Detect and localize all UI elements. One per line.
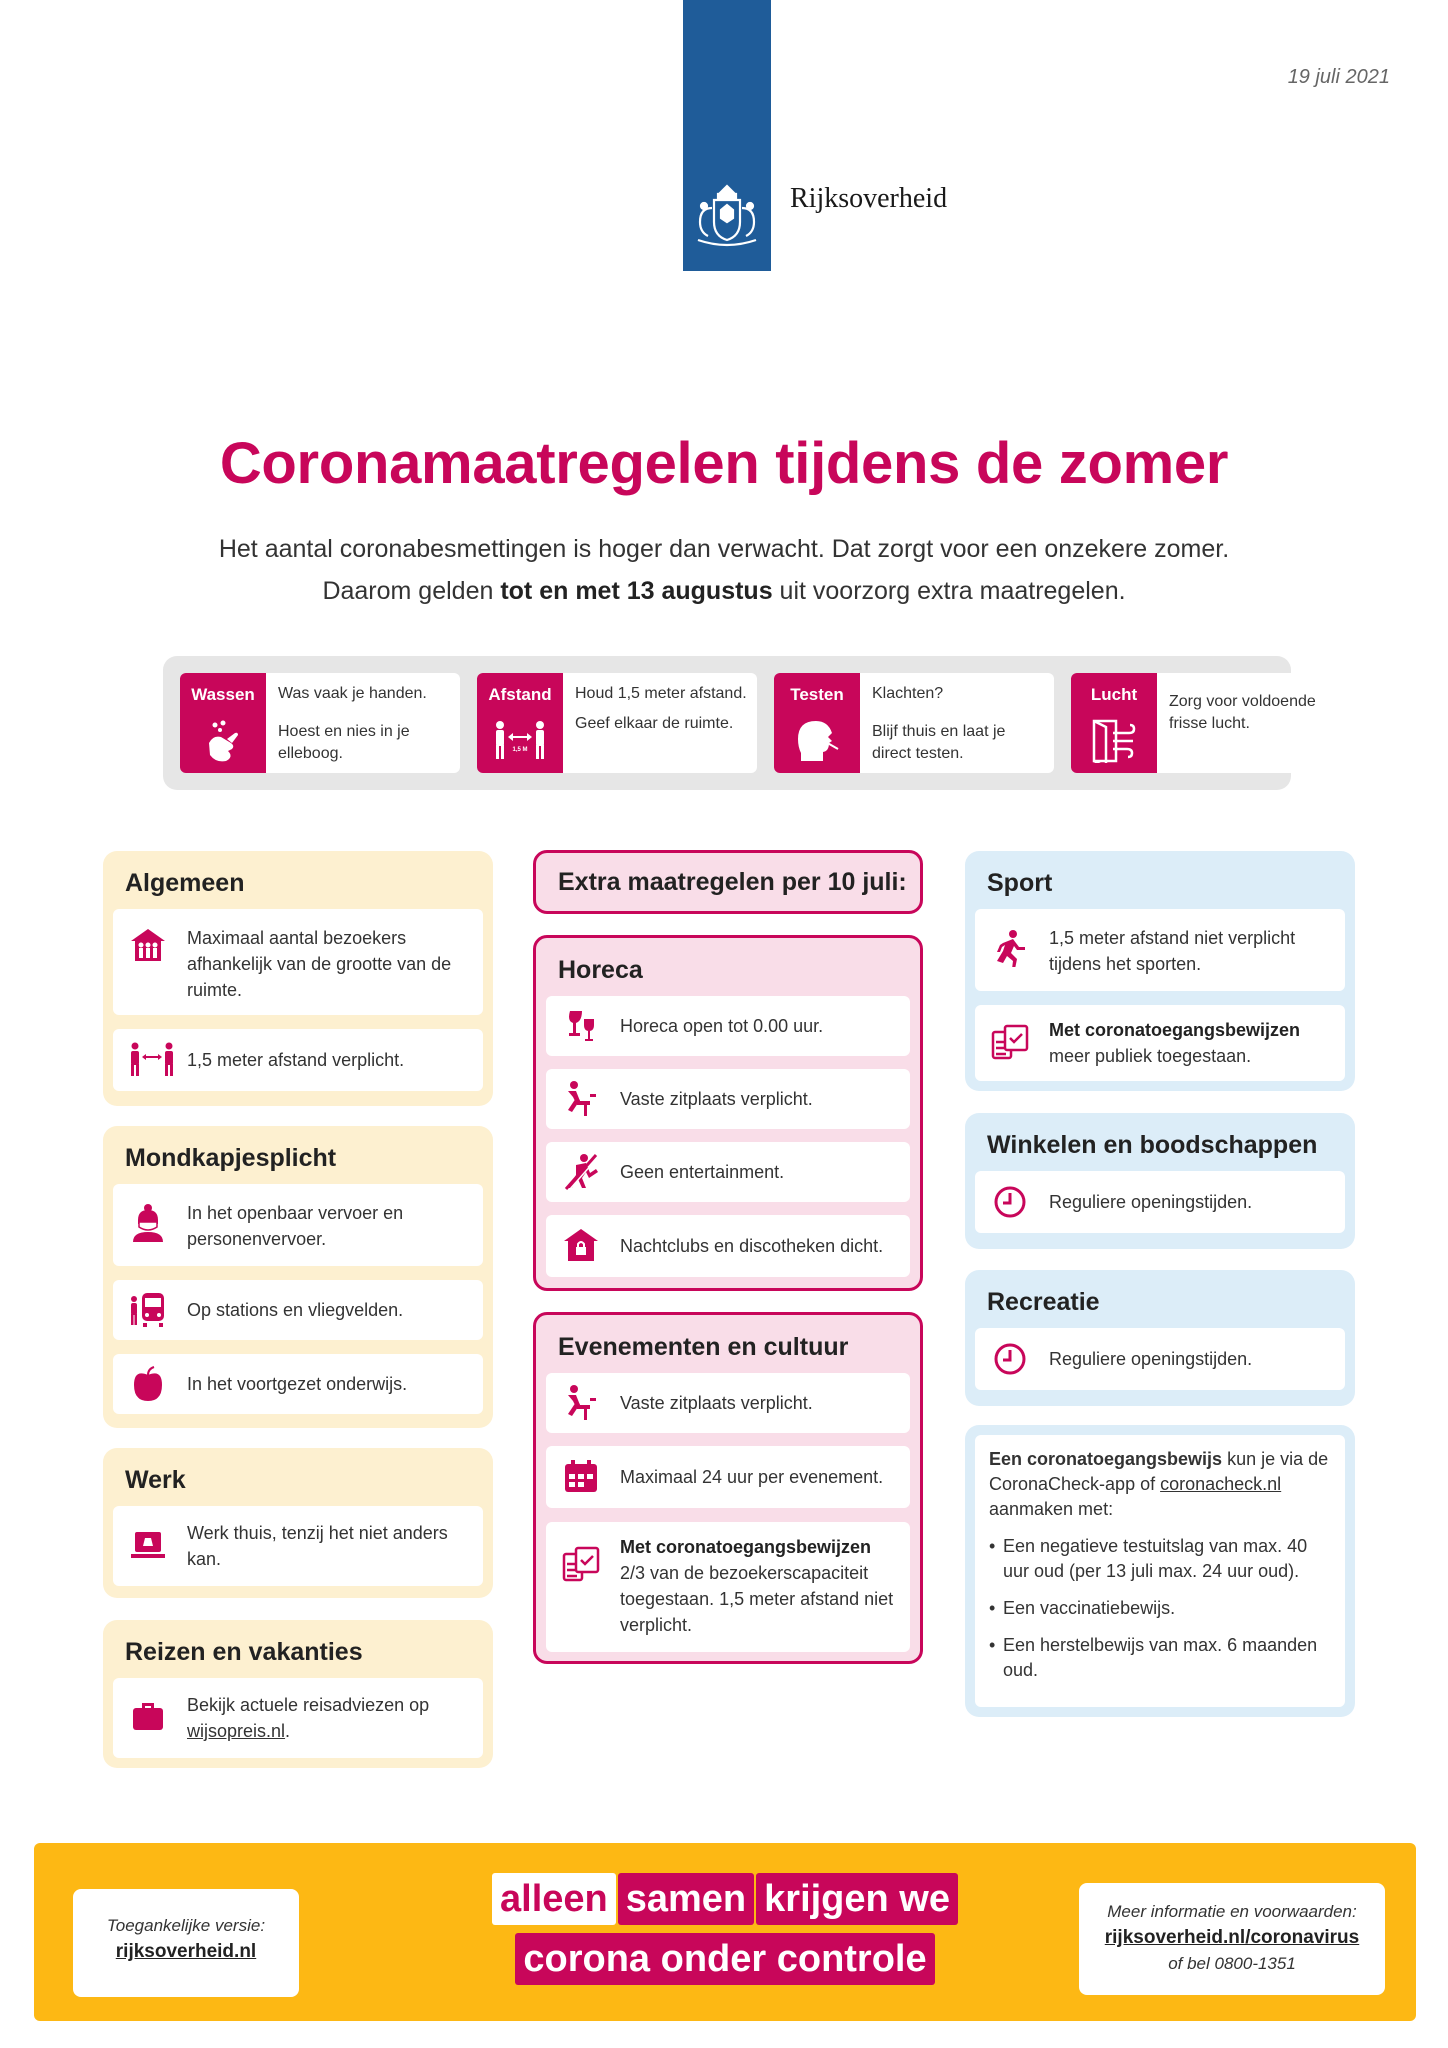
rule-tag-label: Wassen (191, 685, 255, 704)
rule-tag-label: Lucht (1090, 685, 1138, 704)
drinks-glass-icon (562, 1007, 600, 1045)
svg-text:1,5 M: 1,5 M (512, 747, 528, 753)
distance-icon (492, 719, 548, 763)
train-station-icon (129, 1291, 167, 1329)
ctb-info-bold: Een coronatoegangsbewijs (989, 1449, 1223, 1469)
basic-rules-panel (163, 656, 1316, 790)
intro-line-2 (0, 570, 1448, 612)
item-text (187, 1692, 469, 1744)
list-item (975, 1171, 1345, 1233)
item-text: Op stations en vliegvelden. (187, 1300, 404, 1320)
fresh-air-icon (1091, 719, 1137, 763)
list-item: • Een herstelbewijs van max. 6 maanden oud. (989, 1633, 1331, 1683)
section-title: Winkelen en boodschappen (987, 1131, 1318, 1159)
item-text-part: . (285, 1721, 291, 1741)
rule-card-testen (774, 673, 1054, 773)
list-item (546, 1142, 910, 1202)
ctb-text: meer publiek toegestaan. (1049, 1046, 1252, 1066)
intro-post: uit voorzorg extra maatregelen. (772, 577, 1126, 605)
rule-tag-label: Afstand (488, 685, 552, 704)
list-item (975, 1005, 1345, 1081)
slogan-word: corona onder controle (515, 1933, 934, 1985)
item-text: Nachtclubs en discotheken dicht. (620, 1236, 884, 1256)
item-text (620, 1534, 896, 1638)
rule-line: Zorg voor voldoende frisse lucht. (1169, 693, 1316, 732)
item-text: Geen entertainment. (620, 1162, 785, 1182)
extra-measures-header: Extra maatregelen per 10 juli: (533, 850, 923, 914)
list-item (113, 1678, 483, 1758)
ctb-heading: Met coronatoegangsbewijzen (620, 1537, 872, 1557)
rule-line: Geef elkaar de ruimte. (575, 715, 734, 732)
ctb-info-text: aanmaken met: (989, 1499, 1114, 1519)
seated-person-icon (562, 1080, 600, 1118)
rule-text (278, 683, 452, 765)
rule-line: Blijf thuis en laat je direct testen. (872, 723, 1006, 762)
item-text: 1,5 meter afstand niet verplicht tijdens het sporten. (1049, 928, 1296, 974)
item-text: Horeca open tot 0.00 uur. (620, 1016, 824, 1036)
slogan-word: krijgen we (756, 1873, 958, 1925)
section-title: Sport (987, 869, 1053, 897)
rule-tag-label: Testen (790, 685, 844, 704)
list-item: • Een vaccinatiebewijs. (989, 1596, 1331, 1621)
section-title: Werk (125, 1466, 186, 1494)
section-sport (965, 851, 1355, 1091)
brand-name: Rijksoverheid (790, 183, 948, 214)
face-mask-icon (129, 1204, 167, 1242)
ctb-info-intro (989, 1447, 1331, 1522)
rule-card-lucht (1071, 673, 1351, 773)
intro-text (0, 528, 1448, 612)
item-text (1049, 1017, 1331, 1069)
section-mondkapjesplicht (103, 1126, 493, 1428)
distance-icon (129, 1041, 175, 1079)
rule-line: Hoest en nies in je elleboog. (278, 723, 410, 762)
rule-tag (477, 673, 563, 773)
item-text: Reguliere openingstijden. (1049, 1349, 1253, 1369)
intro-line-1: Het aantal coronabesmettingen is hoger dan verwacht. Dat zorgt voor een onzekere zomer. (218, 535, 1230, 563)
list-item (113, 1354, 483, 1414)
hand-wash-icon (201, 719, 245, 763)
rule-line: Houd 1,5 meter afstand. (575, 685, 747, 702)
intro-date-emphasis: tot en met 13 augustus (500, 577, 773, 605)
coronavirus-info-link[interactable]: rijksoverheid.nl/coronavirus (1104, 1927, 1360, 1948)
footer-banner (34, 1843, 1416, 2021)
item-text: Reguliere openingstijden. (1049, 1192, 1253, 1212)
item-text: Vaste zitplaats verplicht. (620, 1089, 813, 1109)
accessible-version-link[interactable]: rijksoverheid.nl (115, 1941, 257, 1962)
list-item (975, 909, 1345, 991)
list-item (113, 1506, 483, 1586)
item-text: In het voortgezet onderwijs. (187, 1374, 408, 1394)
item-text: In het openbaar vervoer en personenvervoer. (187, 1203, 404, 1249)
list-item (113, 1029, 483, 1091)
ctb-text: 2/3 van de bezoekerscapaciteit toegestaan. 1,5 meter afstand niet verplicht. (620, 1563, 894, 1635)
rijksoverheid-logo-bar (683, 0, 771, 271)
seated-person-icon (562, 1384, 600, 1422)
section-recreatie (965, 1270, 1355, 1406)
more-info-label: Meer informatie en voorwaarden: (1107, 1902, 1357, 1921)
access-pass-icon (991, 1024, 1029, 1062)
list-item (546, 1522, 910, 1652)
slogan-word: samen (618, 1873, 754, 1925)
apple-icon (129, 1365, 167, 1403)
rule-card-afstand (477, 673, 757, 773)
suitcase-icon (129, 1698, 167, 1736)
page-title: Coronamaatregelen tijdens de zomer (219, 431, 1229, 496)
item-text: Maximaal aantal bezoekers afhankelijk van de grootte van de ruimte. (187, 928, 452, 1000)
section-werk (103, 1448, 493, 1598)
test-swab-icon (792, 719, 842, 763)
list-item (546, 996, 910, 1056)
section-title: Mondkapjesplicht (125, 1144, 337, 1172)
intro-pre: Daarom gelden (322, 577, 501, 605)
section-title: Reizen en vakanties (125, 1638, 363, 1666)
list-item (975, 1328, 1345, 1390)
publication-date: 19 juli 2021 (1287, 66, 1390, 88)
rule-tag (180, 673, 266, 773)
rule-line: Klachten? (872, 685, 944, 702)
item-text: Vaste zitplaats verplicht. (620, 1393, 813, 1413)
accessible-label: Toegankelijke versie: (106, 1916, 266, 1935)
building-crowd-icon (129, 927, 167, 965)
item-text: 1,5 meter afstand verplicht. (187, 1050, 405, 1070)
item-text-part: Bekijk actuele reisadviezen op (187, 1695, 430, 1715)
clock-icon (991, 1183, 1029, 1221)
no-entertainment-icon (562, 1153, 600, 1191)
list-item: • Een negatieve testuitslag van max. 40 uur oud (per 13 juli max. 24 uur oud). (989, 1534, 1331, 1584)
item-text: Werk thuis, tenzij het niet anders kan. (187, 1523, 448, 1569)
rule-line: Was vaak je handen. (278, 685, 427, 702)
section-winkelen (965, 1113, 1355, 1249)
ctb-info-box (965, 1425, 1355, 1717)
running-person-icon (991, 929, 1029, 967)
rule-tag (774, 673, 860, 773)
list-item (113, 1280, 483, 1340)
phone-number: of bel 0800-1351 (1168, 1954, 1296, 1973)
access-pass-icon (562, 1546, 600, 1584)
section-title: Evenementen en cultuur (558, 1333, 849, 1361)
rule-tag (1071, 673, 1157, 773)
laptop-icon (129, 1526, 167, 1564)
section-title: Horeca (558, 956, 643, 984)
clock-icon (991, 1340, 1029, 1378)
list-item (546, 1373, 910, 1433)
coronacheck-link[interactable]: coronacheck.nl (1160, 1474, 1282, 1494)
wijsopreis-link[interactable]: wijsopreis.nl (187, 1721, 286, 1741)
coat-of-arms-icon (690, 180, 764, 250)
slogan-word: alleen (492, 1873, 616, 1925)
item-text: Maximaal 24 uur per evenement. (620, 1467, 884, 1487)
rule-text (1169, 691, 1343, 735)
more-info-box (1079, 1883, 1385, 1995)
ctb-requirements-list (989, 1534, 1331, 1683)
list-item (546, 1069, 910, 1129)
closed-building-icon (562, 1227, 600, 1265)
ctb-info-content (975, 1435, 1345, 1707)
ctb-info-text: kun je via de CoronaCheck-app of (989, 1449, 1329, 1494)
section-evenementen (533, 1312, 923, 1664)
section-reizen (103, 1620, 493, 1768)
list-item (546, 1215, 910, 1277)
ctb-heading: Met coronatoegangsbewijzen (1049, 1020, 1301, 1040)
list-item (546, 1446, 910, 1508)
section-algemeen (103, 851, 493, 1106)
section-title: Recreatie (987, 1288, 1100, 1316)
list-item (113, 1184, 483, 1266)
rule-text (872, 683, 1046, 765)
rule-card-wassen (180, 673, 460, 773)
section-horeca (533, 935, 923, 1291)
calendar-icon (562, 1458, 600, 1496)
section-title: Algemeen (125, 869, 245, 897)
list-item (113, 909, 483, 1015)
rule-text (575, 683, 749, 735)
